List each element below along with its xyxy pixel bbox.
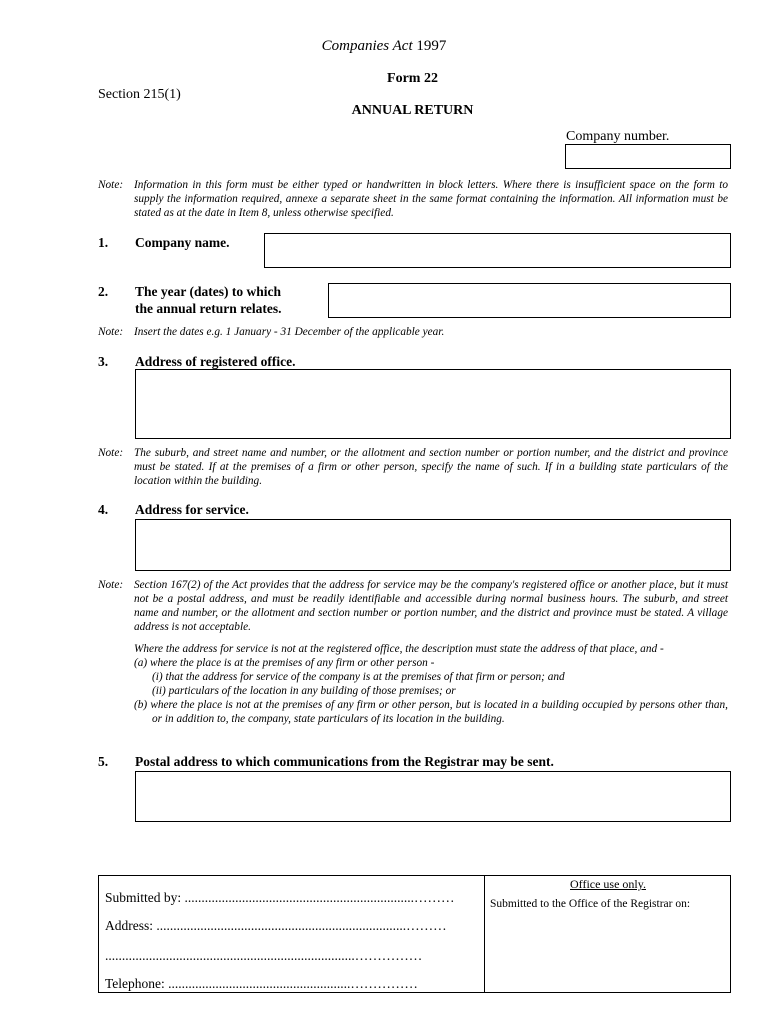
section-reference: Section 215(1) bbox=[98, 87, 181, 102]
note-label: Note: bbox=[98, 579, 124, 591]
address-field[interactable]: Address: ..........................................................................……… bbox=[105, 918, 447, 933]
item-2-label-line1: The year (dates) to which bbox=[135, 284, 281, 299]
postal-address-field[interactable] bbox=[135, 771, 731, 822]
note-label: Note: bbox=[98, 326, 124, 338]
form-number: Form 22 bbox=[387, 71, 438, 86]
item-5-number: 5. bbox=[98, 754, 109, 769]
act-title-year: 1997 bbox=[416, 38, 447, 54]
note-service-b: (b) where the place is not at the premises of any firm or other person, but is located in a building occupied by persons other than, or in addition to, the company, state particulars of its location in the building. bbox=[134, 699, 728, 725]
submission-divider bbox=[484, 876, 485, 992]
item-2-number: 2. bbox=[98, 284, 109, 299]
item-4-number: 4. bbox=[98, 502, 109, 517]
note-service-a-ii: (ii) particulars of the location in any building of those premises; or bbox=[152, 685, 456, 697]
note-registered-office-text: The suburb, and street name and number, or the allotment and section number or portion number, and the district and province must be stated. If at the premises of a firm or other person, specify the name of such. If in a building state particulars of the location within the building. bbox=[134, 447, 728, 487]
office-use-label: Office use only. bbox=[570, 877, 646, 891]
item-1-number: 1. bbox=[98, 235, 109, 250]
submission-table bbox=[98, 875, 731, 993]
item-3-label: Address of registered office. bbox=[135, 354, 296, 369]
item-4-label: Address for service. bbox=[135, 502, 249, 517]
note-dates-text: Insert the dates e.g. 1 January - 31 December of the applicable year. bbox=[134, 326, 445, 338]
note-service-text: Section 167(2) of the Act provides that the address for service may be the company's registered office or another place, but it must not be a postal address, and must be readily identifiable and accessible during normal business hours. The suburb, and street name and number, or the allotment and section number or portion number, and the district and province must be stated. A village address is not acceptable. bbox=[134, 579, 728, 633]
item-1-label: Company name. bbox=[135, 235, 230, 250]
submitted-to-registrar-label: Submitted to the Office of the Registrar on: bbox=[490, 898, 691, 910]
item-2-label-line2: the annual return relates. bbox=[135, 301, 282, 316]
item-5-label: Postal address to which communications from the Registrar may be sent. bbox=[135, 754, 554, 769]
company-number-label: Company number. bbox=[566, 129, 670, 144]
company-number-field[interactable] bbox=[565, 144, 731, 169]
telephone-field[interactable]: Telephone: ......................................................…………… bbox=[105, 976, 418, 991]
act-title bbox=[0, 38, 768, 55]
page-title: ANNUAL RETURN bbox=[351, 103, 474, 118]
address-line-2-field[interactable]: ..........................................................................…………… bbox=[105, 948, 423, 963]
note-service-detail-text: Where the address for service is not at the registered office, the description must state the address of that place, and - bbox=[134, 643, 664, 655]
note-label: Note: bbox=[98, 179, 124, 191]
act-title-name: Companies Act bbox=[321, 38, 413, 54]
company-name-field[interactable] bbox=[264, 233, 731, 268]
service-address-field[interactable] bbox=[135, 519, 731, 571]
submitted-by-field[interactable]: Submitted by: ....................................................................……… bbox=[105, 890, 455, 905]
note-service-a: (a) where the place is at the premises of any firm or other person - bbox=[134, 657, 435, 669]
note-service-a-i: (i) that the address for service of the company is at the premises of that firm or person; and bbox=[152, 671, 565, 683]
registered-office-address-field[interactable] bbox=[135, 369, 731, 439]
note-general-text: Information in this form must be either typed or handwritten in block letters. Where there is insufficient space on the form to supply the information required, annexe a separate sheet in the same format containing the information. All information must be stated as at the date in Item 8, unless otherwise specified. bbox=[134, 179, 728, 219]
item-3-number: 3. bbox=[98, 354, 109, 369]
annual-return-dates-field[interactable] bbox=[328, 283, 731, 318]
note-service-detail bbox=[134, 642, 728, 726]
note-label: Note: bbox=[98, 447, 124, 459]
